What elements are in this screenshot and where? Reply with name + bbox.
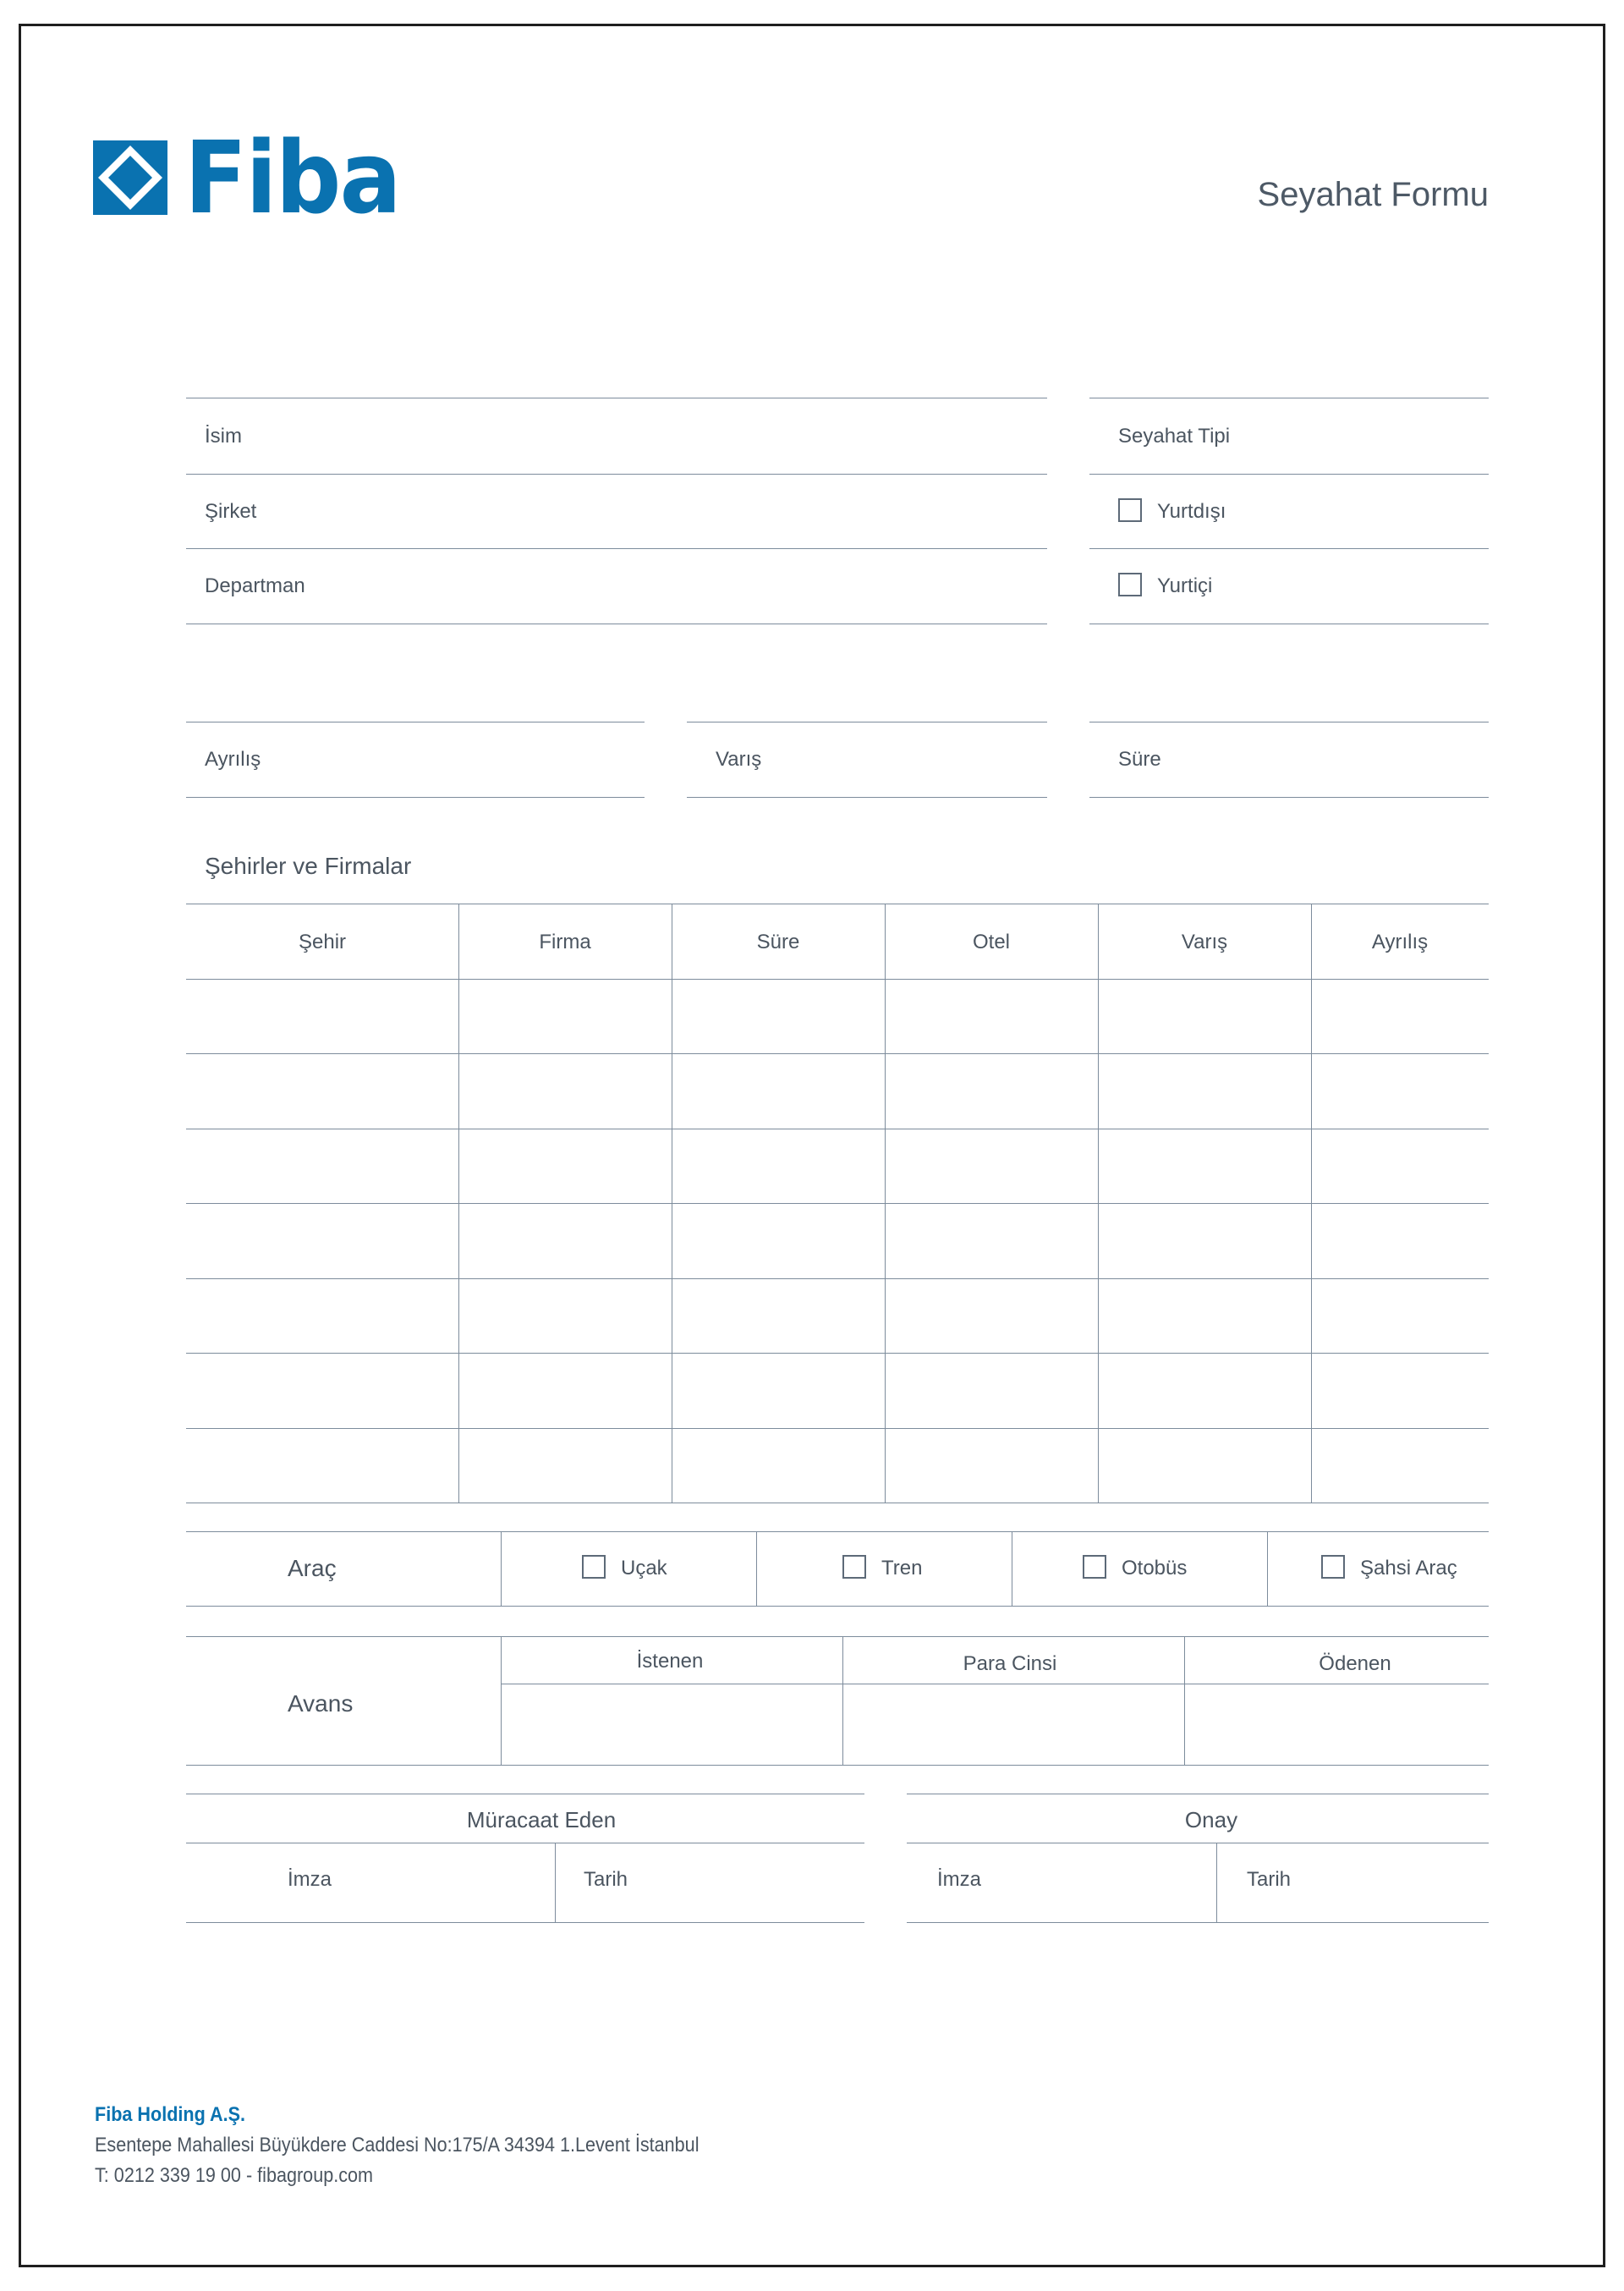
domestic-checkbox[interactable]: [1118, 573, 1142, 596]
table-cell[interactable]: [673, 1280, 883, 1352]
divider: [186, 1765, 1489, 1766]
table-cell[interactable]: [886, 1055, 1096, 1127]
abroad-checkbox[interactable]: [1118, 498, 1142, 522]
applicant-signature-field[interactable]: İmza: [288, 1868, 332, 1891]
table-cell[interactable]: [1100, 1205, 1309, 1277]
table-cell[interactable]: [460, 1130, 670, 1202]
table-cell[interactable]: [1100, 1430, 1309, 1502]
divider: [907, 1922, 1489, 1923]
applicant-date-field[interactable]: Tarih: [584, 1868, 628, 1891]
logo-text: Fiba: [184, 119, 400, 236]
column-header: Otel: [972, 931, 1011, 953]
table-column-line: [458, 904, 459, 1503]
table-cell[interactable]: [886, 981, 1096, 1052]
column-header: Firma: [539, 931, 591, 953]
table-cell[interactable]: [1313, 1280, 1487, 1352]
table-cell[interactable]: [886, 1430, 1096, 1502]
table-row-line: [186, 1428, 1489, 1429]
approval-signature-field[interactable]: İmza: [937, 1868, 982, 1891]
form-title: Seyahat Formu: [1257, 176, 1489, 213]
table-cell[interactable]: [460, 1280, 670, 1352]
bus-checkbox[interactable]: [1083, 1555, 1106, 1579]
divider: [186, 797, 645, 798]
table-cell[interactable]: [188, 1354, 457, 1426]
table-column-line: [885, 904, 886, 1503]
private-car-label: Şahsi Araç: [1360, 1557, 1457, 1580]
table-cell[interactable]: [460, 981, 670, 1052]
footer-contact: T: 0212 339 19 00 - fibagroup.com: [95, 2164, 374, 2187]
travel-type-label: Seyahat Tipi: [1118, 425, 1231, 448]
table-row-line: [186, 1278, 1489, 1279]
approval-title: Onay: [1184, 1807, 1238, 1832]
column-header: Varış: [1181, 931, 1228, 953]
vehicle-label: Araç: [288, 1555, 337, 1581]
departure-field[interactable]: Ayrılış: [205, 748, 261, 771]
train-checkbox[interactable]: [842, 1555, 866, 1579]
column-header: Ayrılış: [1371, 931, 1429, 953]
divider: [842, 1636, 843, 1765]
divider: [1267, 1531, 1268, 1606]
footer-company: Fiba Holding A.Ş.: [95, 2103, 245, 2126]
divider: [1089, 797, 1489, 798]
department-field[interactable]: Departman: [205, 574, 305, 597]
divider: [186, 1922, 864, 1923]
divider: [555, 1843, 556, 1922]
arrival-field[interactable]: Varış: [716, 748, 762, 771]
table-cell[interactable]: [673, 981, 883, 1052]
plane-checkbox[interactable]: [582, 1555, 606, 1579]
paid-amount-field[interactable]: [1186, 1685, 1489, 1763]
table-cell[interactable]: [886, 1205, 1096, 1277]
column-header: Süre: [756, 931, 800, 953]
table-cell[interactable]: [673, 1130, 883, 1202]
duration-field[interactable]: Süre: [1118, 748, 1161, 771]
domestic-label: Yurtiçi: [1157, 574, 1213, 597]
table-cell[interactable]: [188, 1055, 457, 1127]
name-field[interactable]: İsim: [205, 425, 242, 448]
advance-label: Avans: [288, 1690, 354, 1717]
divider: [1089, 548, 1489, 549]
table-cell[interactable]: [1313, 1055, 1487, 1127]
table-cell[interactable]: [1100, 1354, 1309, 1426]
footer: [95, 2103, 766, 2195]
table-cell[interactable]: [886, 1280, 1096, 1352]
divider: [186, 548, 1047, 549]
divider: [186, 1606, 1489, 1607]
table-row-line: [186, 1353, 1489, 1354]
table-cell[interactable]: [1100, 981, 1309, 1052]
company-field[interactable]: Şirket: [205, 500, 257, 523]
train-label: Tren: [881, 1557, 923, 1580]
divider: [1089, 474, 1489, 475]
fiba-diamond-icon: [93, 140, 167, 215]
cities-section-title: Şehirler ve Firmalar: [205, 853, 412, 879]
divider: [1216, 1843, 1217, 1922]
table-cell[interactable]: [1313, 1354, 1487, 1426]
table-cell[interactable]: [1313, 1430, 1487, 1502]
currency-header: Para Cinsi: [963, 1652, 1057, 1675]
table-cell[interactable]: [188, 1130, 457, 1202]
plane-label: Uçak: [621, 1557, 667, 1580]
divider: [186, 1531, 1489, 1532]
table-cell[interactable]: [673, 1055, 883, 1127]
divider: [687, 797, 1047, 798]
table-cell[interactable]: [886, 1130, 1096, 1202]
footer-address: Esentepe Mahallesi Büyükdere Caddesi No:175/A 34394 1.Levent İstanbul: [95, 2134, 700, 2156]
approval-date-field[interactable]: Tarih: [1247, 1868, 1292, 1891]
table-cell[interactable]: [1100, 1055, 1309, 1127]
divider: [186, 474, 1047, 475]
divider: [186, 1636, 1489, 1637]
table-cell[interactable]: [673, 1430, 883, 1502]
table-row-line: [186, 979, 1489, 980]
divider: [501, 1531, 502, 1606]
table-cell[interactable]: [460, 1354, 670, 1426]
paid-header: Ödenen: [1319, 1652, 1391, 1675]
table-cell[interactable]: [673, 1205, 883, 1277]
divider: [756, 1531, 757, 1606]
table-cell[interactable]: [188, 1205, 457, 1277]
table-row-line: [186, 1203, 1489, 1204]
private-car-checkbox[interactable]: [1321, 1555, 1345, 1579]
table-cell[interactable]: [1100, 1280, 1309, 1352]
table-cell[interactable]: [188, 1430, 457, 1502]
table-cell[interactable]: [886, 1354, 1096, 1426]
table-row-line: [186, 1053, 1489, 1054]
table-column-line: [1098, 904, 1099, 1503]
fiba-logo: [93, 119, 419, 236]
table-cell[interactable]: [188, 981, 457, 1052]
requested-header: İstenen: [636, 1650, 704, 1673]
divider: [1184, 1636, 1185, 1765]
divider: [501, 1636, 502, 1765]
requested-amount-field[interactable]: [502, 1685, 841, 1763]
column-header: Şehir: [298, 931, 347, 953]
applicant-title: Müracaat Eden: [466, 1807, 617, 1832]
table-cell[interactable]: [188, 1280, 457, 1352]
currency-field[interactable]: [844, 1685, 1182, 1763]
bus-label: Otobüs: [1122, 1557, 1188, 1580]
table-cell[interactable]: [1100, 1130, 1309, 1202]
table-cell[interactable]: [1313, 1130, 1487, 1202]
table-column-line: [1311, 904, 1312, 1503]
table-cell[interactable]: [460, 1430, 670, 1502]
table-cell[interactable]: [1313, 1205, 1487, 1277]
abroad-label: Yurtdışı: [1157, 500, 1226, 523]
table-cell[interactable]: [1313, 981, 1487, 1052]
table-cell[interactable]: [460, 1055, 670, 1127]
table-cell[interactable]: [460, 1205, 670, 1277]
table-cell[interactable]: [673, 1354, 883, 1426]
